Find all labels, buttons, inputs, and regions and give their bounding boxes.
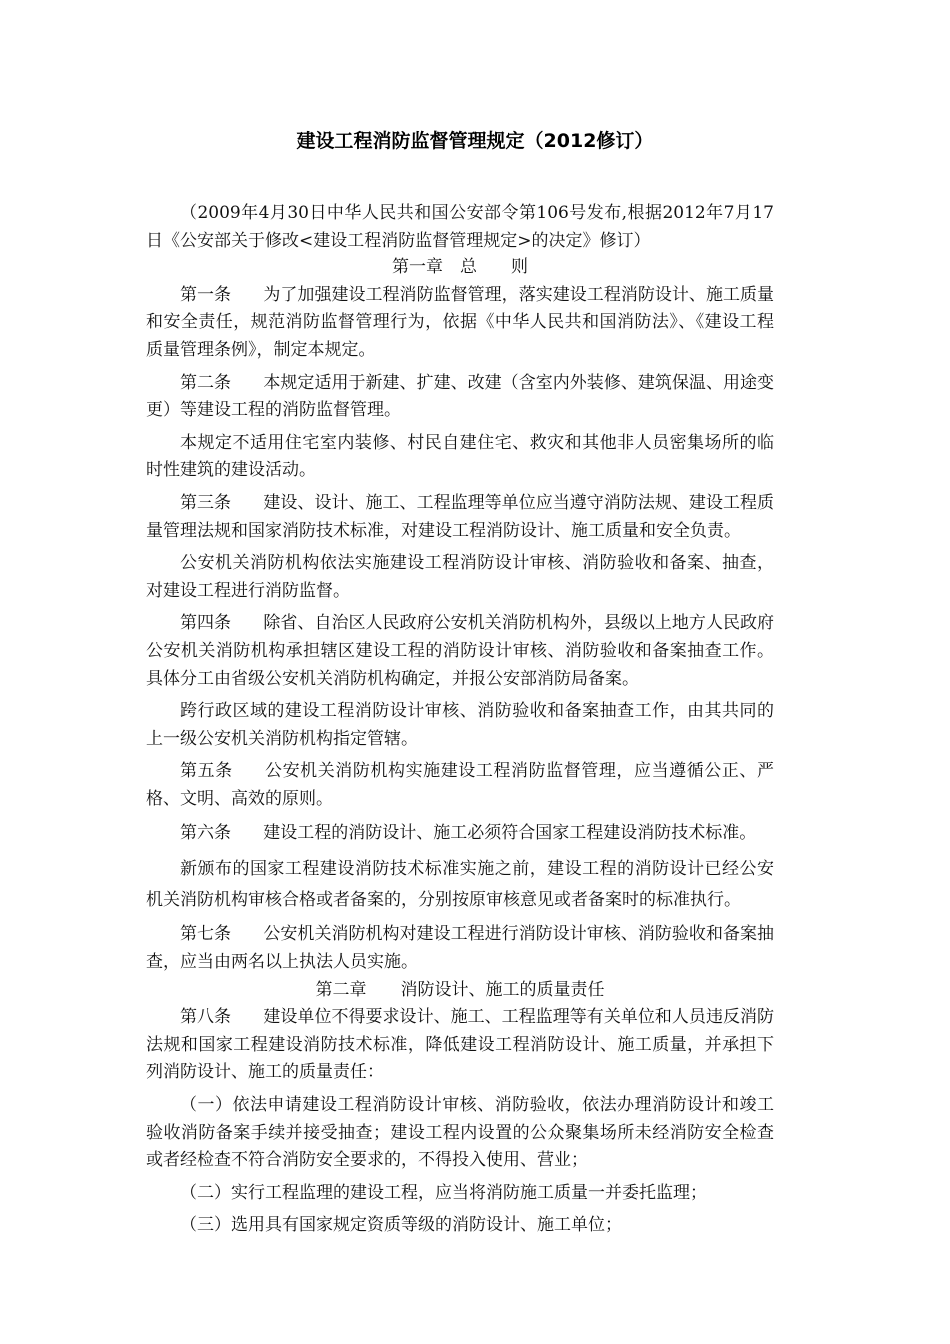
article-label: 第六条 <box>180 823 231 844</box>
article-text: 建设工程的消防设计、施工必须符合国家工程建设消防技术标准。 <box>263 823 757 844</box>
list-item-2: （二）实行工程监理的建设工程，应当将消防施工质量一并委托监理； <box>180 1182 707 1203</box>
article-label: 第八条 <box>180 1007 232 1028</box>
article-5 <box>146 758 774 813</box>
article-text: 建设单位不得要求设计、施工、工程监理等有关单位和人员违反消防法规和国家工程建设消防技术标准，降低建设工程消防设计、施工质量，并承担下列消防设计、施工的质量责任： <box>146 1007 775 1083</box>
paragraph: 本规定不适用住宅室内装修、村民自建住宅、救灾和其他非人员密集场所的临时性建筑的建设活动。 <box>146 432 774 481</box>
article-label: 第七条 <box>180 924 232 945</box>
paragraph: 新颁布的国家工程建设消防技术标准实施之前，建设工程的消防设计已经公安机关消防机构审核合格或者备案的，分别按原审核意见或者备案时的标准执行。 <box>146 859 774 911</box>
article-text: 本规定适用于新建、扩建、改建（含室内外装修、建筑保温、用途变更）等建设工程的消防监督管理。 <box>146 372 775 421</box>
article-text: 建设、设计、施工、工程监理等单位应当遵守消防法规、建设工程质量管理法规和国家消防技术标准，对建设工程消防设计、施工质量和安全负责。 <box>146 492 775 541</box>
article-text: 公安机关消防机构实施建设工程消防监督管理，应当遵循公正、严格、文明、高效的原则。 <box>146 761 775 809</box>
article-3 <box>146 490 774 545</box>
article-text: 除省、自治区人民政府公安机关消防机构外，县级以上地方人民政府公安机关消防机构承担辖区建设工程的消防设计审核、消防验收和备案抽查工作。具体分工由省级公安机关消防机构确定，并报公安部消防局备案。 <box>146 613 775 689</box>
chapter-heading-1: 第一章 总 则 <box>392 257 528 278</box>
article-8 <box>146 1004 774 1087</box>
article-text: 公安机关消防机构对建设工程进行消防设计审核、消防验收和备案抽查，应当由两名以上执法人员实施。 <box>146 924 775 973</box>
article-label: 第四条 <box>180 613 232 634</box>
article-4 <box>146 610 774 693</box>
list-item-3: （三）选用具有国家规定资质等级的消防设计、施工单位； <box>180 1215 622 1236</box>
article-1 <box>146 282 774 365</box>
document-title: 建设工程消防监督管理规定（2012修订） <box>296 130 654 152</box>
paragraph: 跨行政区域的建设工程消防设计审核、消防验收和备案抽查工作，由其共同的上一级公安机关消防机构指定管辖。 <box>146 701 774 749</box>
list-item-1: （一）依法申请建设工程消防设计审核、消防验收，依法办理消防设计和竣工验收消防备案手续并接受抽查；建设工程内设置的公众聚集场所未经消防安全检查或者经检查不符合消防安全要求的，不得投入使用、营业； <box>146 1095 774 1171</box>
article-text: 为了加强建设工程消防监督管理，落实建设工程消防设计、施工质量和安全责任，规范消防监督管理行为，依据《中华人民共和国消防法》、《建设工程质量管理条例》，制定本规定。 <box>146 284 775 360</box>
paragraph: 公安机关消防机构依法实施建设工程消防设计审核、消防验收和备案、抽查，对建设工程进行消防监督。 <box>146 553 774 601</box>
article-2 <box>146 370 774 425</box>
article-6 <box>146 818 774 849</box>
chapter-heading-2: 第二章 消防设计、施工的质量责任 <box>315 979 605 1000</box>
article-label: 第三条 <box>180 492 232 513</box>
article-7 <box>146 921 774 976</box>
article-label: 第五条 <box>180 761 233 782</box>
document-body <box>146 200 774 1245</box>
article-label: 第一条 <box>180 284 232 305</box>
article-label: 第二条 <box>180 372 232 393</box>
preamble: （2009年4月30日中华人民共和国公安部令第106号发布,根据2012年7月17日《公安部关于修改<建设工程消防监督管理规定>的决定》修订） <box>146 203 774 251</box>
